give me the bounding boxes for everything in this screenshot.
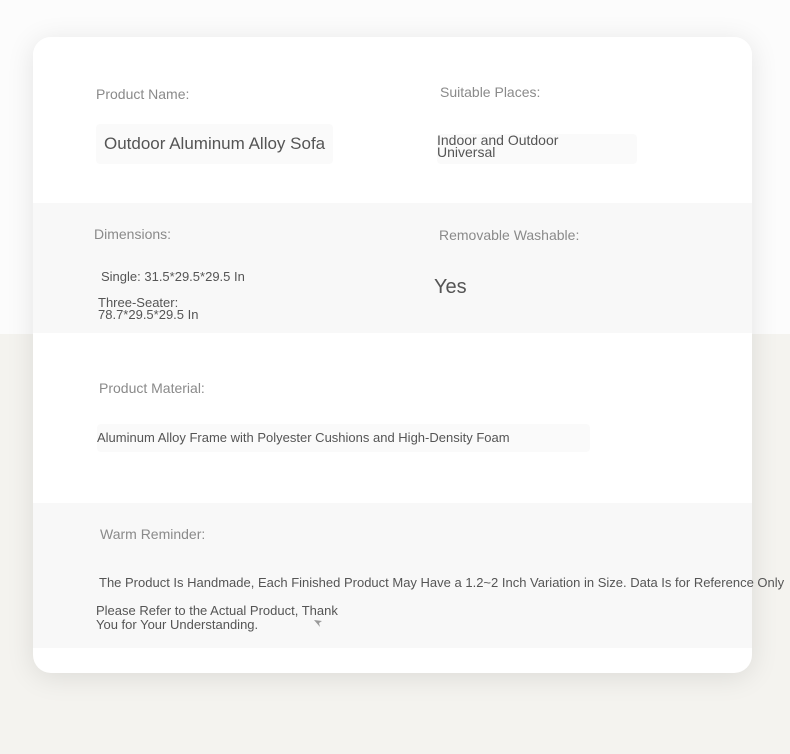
three-seater-line-1: Three-Seater: — [98, 295, 179, 310]
suitable-places-value — [437, 134, 637, 164]
suitable-places-line-2: Universal — [437, 144, 496, 160]
warm-reminder-line-2: Please Refer to the Actual Product, Thank — [96, 603, 338, 618]
product-name-value: Outdoor Aluminum Alloy Sofa — [96, 124, 333, 164]
product-material-label: Product Material: — [99, 380, 205, 396]
warm-reminder-line-3: You for Your Understanding. — [96, 617, 259, 632]
spec-row-1 — [33, 37, 752, 203]
warm-reminder-label: Warm Reminder: — [100, 526, 206, 542]
dimensions-label: Dimensions: — [94, 226, 172, 242]
dimensions-single: Single: 31.5*29.5*29.5 In — [101, 269, 245, 284]
warm-reminder-note — [96, 604, 338, 632]
cursor-icon — [314, 620, 322, 627]
removable-washable-label: Removable Washable: — [439, 227, 580, 243]
product-name-label: Product Name: — [96, 86, 190, 102]
suitable-places-line-1: Indoor and Outdoor — [437, 132, 559, 148]
product-material-value: Aluminum Alloy Frame with Polyester Cushions and High-Density Foam — [97, 424, 590, 452]
spec-row-3 — [33, 333, 752, 503]
warm-reminder-line-1: The Product Is Handmade, Each Finished Product May Have a 1.2~2 Inch Variation in Size. Data Is for Reference Only — [99, 575, 785, 590]
suitable-places-label: Suitable Places: — [440, 84, 541, 100]
dimensions-three-seater — [98, 297, 198, 321]
three-seater-line-2: 78.7*29.5*29.5 In — [98, 307, 199, 322]
removable-washable-value: Yes — [434, 276, 467, 298]
